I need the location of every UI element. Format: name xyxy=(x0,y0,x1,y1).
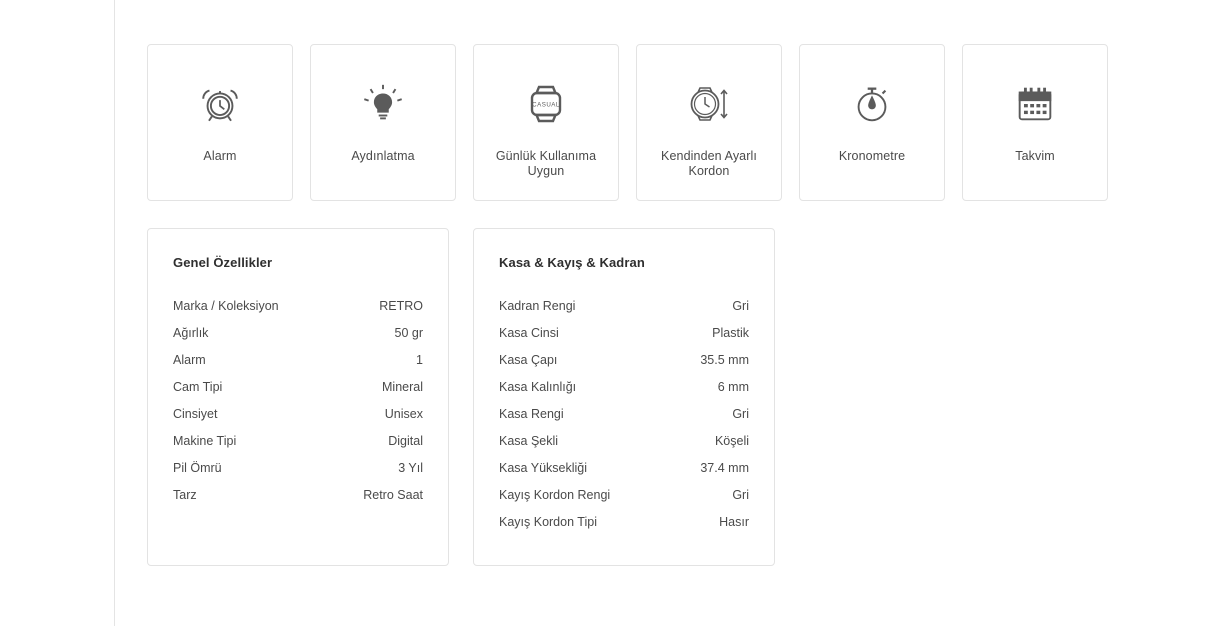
spec-key: Makine Tipi xyxy=(173,433,237,448)
casual-watch-icon xyxy=(517,75,575,133)
adjustable-strap-icon xyxy=(680,75,738,133)
spec-row xyxy=(173,292,423,319)
spec-key: Kayış Kordon Tipi xyxy=(499,514,597,529)
spec-row xyxy=(499,346,749,373)
spec-value: Gri xyxy=(732,406,749,421)
spec-value: 1 xyxy=(416,352,423,367)
spec-row xyxy=(173,319,423,346)
spec-value: Hasır xyxy=(719,514,749,529)
spec-row xyxy=(499,427,749,454)
feature-card-row xyxy=(147,0,1187,201)
spec-key: Ağırlık xyxy=(173,325,209,340)
spec-list xyxy=(499,292,749,535)
feature-card-label: Takvim xyxy=(1015,149,1055,163)
spec-value: Köşeli xyxy=(714,433,749,448)
spec-key: Kayış Kordon Rengi xyxy=(499,487,611,502)
spec-value: 35.5 mm xyxy=(700,352,749,367)
feature-card-aydinlatma[interactable] xyxy=(310,44,456,201)
spec-panel-case xyxy=(473,228,775,566)
spec-value: Plastik xyxy=(712,325,749,340)
spec-value: Unisex xyxy=(384,406,423,421)
spec-value: 3 Yıl xyxy=(398,460,423,475)
spec-value: 50 gr xyxy=(394,325,423,340)
spec-value: 6 mm xyxy=(717,379,749,394)
spec-key: Kadran Rengi xyxy=(499,298,576,313)
feature-card-label: Aydınlatma xyxy=(351,149,415,163)
spec-row xyxy=(173,454,423,481)
spec-value: 37.4 mm xyxy=(700,460,749,475)
spec-list xyxy=(173,292,423,508)
spec-key: Kasa Kalınlığı xyxy=(499,379,577,394)
stopwatch-icon xyxy=(843,75,901,133)
spec-row xyxy=(173,481,423,508)
spec-key: Kasa Yüksekliği xyxy=(499,460,588,475)
feature-card-kendinden-ayarli-kordon[interactable] xyxy=(636,44,782,201)
spec-row xyxy=(499,400,749,427)
feature-card-gunluk-kullanima-uygun[interactable] xyxy=(473,44,619,201)
spec-value: Mineral xyxy=(382,379,423,394)
lightbulb-icon xyxy=(354,75,412,133)
spec-key: Pil Ömrü xyxy=(173,460,222,475)
alarm-clock-icon xyxy=(191,75,249,133)
spec-key: Alarm xyxy=(173,352,206,367)
spec-key: Cinsiyet xyxy=(173,406,218,421)
spec-key: Kasa Şekli xyxy=(499,433,559,448)
feature-card-kronometre[interactable] xyxy=(799,44,945,201)
spec-row xyxy=(499,481,749,508)
spec-row xyxy=(499,292,749,319)
spec-value: Digital xyxy=(388,433,423,448)
feature-card-label: Kendinden Ayarlı Kordon xyxy=(661,149,757,178)
spec-key: Tarz xyxy=(173,487,197,502)
spec-row xyxy=(499,373,749,400)
spec-key: Marka / Koleksiyon xyxy=(173,298,279,313)
spec-key: Kasa Cinsi xyxy=(499,325,559,340)
spec-row xyxy=(499,319,749,346)
spec-panel-row xyxy=(147,228,1187,566)
spec-row xyxy=(173,346,423,373)
spec-key: Kasa Rengi xyxy=(499,406,564,421)
feature-card-takvim[interactable] xyxy=(962,44,1108,201)
spec-value: Gri xyxy=(732,487,749,502)
spec-value: Gri xyxy=(732,298,749,313)
feature-card-label: Alarm xyxy=(203,149,237,163)
content-area xyxy=(147,0,1187,566)
spec-key: Kasa Çapı xyxy=(499,352,558,367)
spec-row xyxy=(499,454,749,481)
spec-row xyxy=(173,427,423,454)
spec-row xyxy=(499,508,749,535)
spec-panel-title: Kasa & Kayış & Kadran xyxy=(499,255,645,270)
spec-value: Retro Saat xyxy=(363,487,423,502)
spec-row xyxy=(173,373,423,400)
calendar-icon xyxy=(1006,75,1064,133)
spec-row xyxy=(173,400,423,427)
spec-panel-title: Genel Özellikler xyxy=(173,255,273,270)
svg-text:CASUAL: CASUAL xyxy=(532,101,560,109)
content-left-divider xyxy=(114,0,115,626)
spec-value: RETRO xyxy=(379,298,423,313)
feature-card-label: Günlük Kullanıma Uygun xyxy=(495,149,597,178)
spec-key: Cam Tipi xyxy=(173,379,223,394)
feature-card-alarm[interactable] xyxy=(147,44,293,201)
feature-card-label: Kronometre xyxy=(838,149,906,163)
spec-panel-general xyxy=(147,228,449,566)
